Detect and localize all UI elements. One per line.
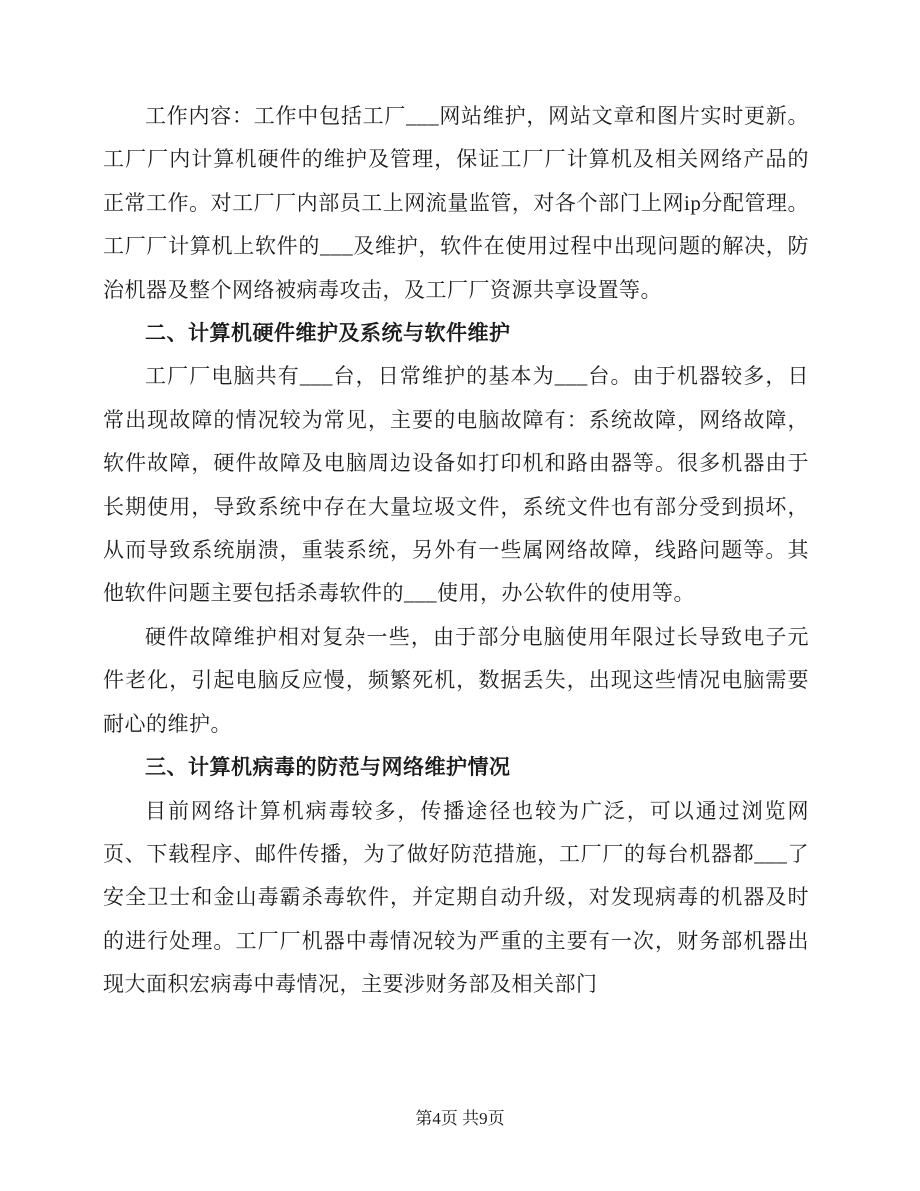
document-body	[103, 95, 809, 1007]
paragraph-computer-count-and-faults: 工厂厂电脑共有___台，日常维护的基本为___台。由于机器较多，日常出现故障的情况较为常见，主要的电脑故障有：系统故障，网络故障，软件故障，硬件故障及电脑周边设备如打印机和路由器等。很多机器由于长期使用，导致系统中存在大量垃圾文件，系统文件也有部分受到损坏，从而导致系统崩溃，重装系统，另外有一些属网络故障，线路问题等。其他软件问题主要包括杀毒软件的___使用，办公软件的使用等。	[103, 364, 809, 606]
paragraph-hardware-aging: 硬件故障维护相对复杂一些，由于部分电脑使用年限过长导致电子元件老化，引起电脑反应慢，频繁死机，数据丢失，出现这些情况电脑需要耐心的维护。	[103, 624, 809, 736]
page-number-label: 第4页 共9页	[415, 1109, 505, 1128]
paragraph-job-duties: 工作内容：工作中包括工厂___网站维护，网站文章和图片实时更新。工厂厂内计算机硬件的维护及管理，保证工厂厂计算机及相关网络产品的正常工作。对工厂厂内部员工上网流量监管，对各个部门上网ip分配管理。工厂厂计算机上软件的___及维护，软件在使用过程中出现问题的解决，防治机器及整个网络被病毒攻击，及工厂厂资源共享设置等。	[103, 104, 809, 302]
heading-section-two-hardware-software-maintenance: 二、计算机硬件维护及系统与软件维护	[145, 321, 511, 346]
paragraph-virus-prevention-details: 目前网络计算机病毒较多，传播途径也较为广泛，可以通过浏览网页、下载程序、邮件传播，为了做好防范措施，工厂厂的每台机器都___了安全卫士和金山毒霸杀毒软件，并定期自动升级，对发现病毒的机器及时的进行处理。工厂厂机器中毒情况较为严重的主要有一次，财务部机器出现大面积宏病毒中毒情况，主要涉财务部及相关部门	[103, 798, 809, 997]
heading-section-three-virus-prevention: 三、计算机病毒的防范与网络维护情况	[145, 755, 511, 780]
page-footer	[0, 1108, 920, 1130]
